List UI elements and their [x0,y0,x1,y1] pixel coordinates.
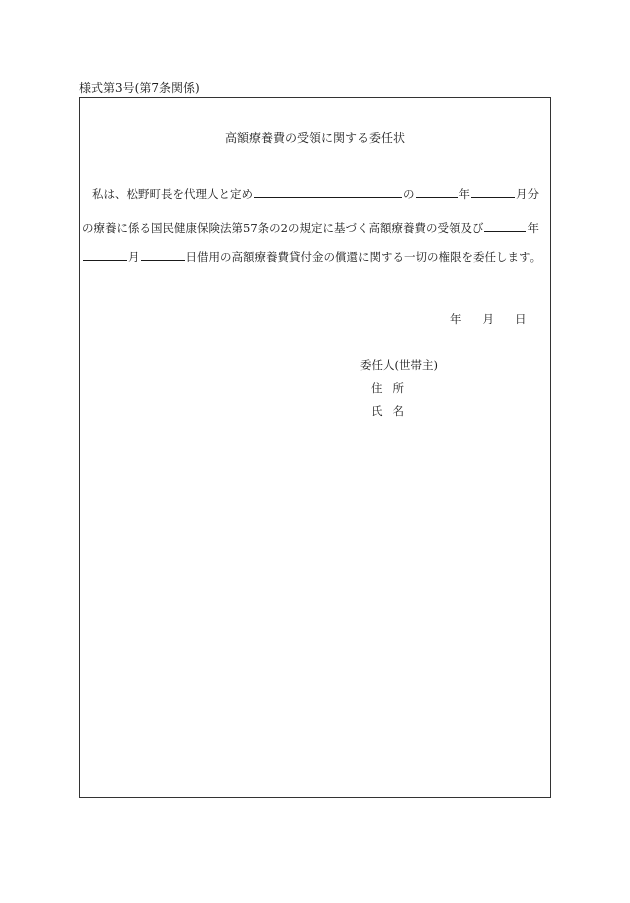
document-title: 高額療養費の受領に関する委任状 [224,131,405,145]
line2-year: 年 [527,221,539,235]
date-row [450,311,527,327]
body-line-2 [82,220,539,236]
agent-blank[interactable] [254,186,402,198]
month-blank[interactable] [471,186,515,198]
loan-year-blank[interactable] [484,220,526,232]
date-month-label: 月 [482,312,494,326]
date-day-label: 日 [515,312,527,326]
loan-day-blank[interactable] [141,249,185,261]
date-year-label: 年 [450,312,462,326]
line1-no: の [403,187,415,201]
line1-start: 私は、松野町長を代理人と定め [92,187,253,201]
body-line-1 [92,186,539,202]
body-line-3 [82,249,541,265]
year-blank[interactable] [416,186,458,198]
name-label: 氏名 [371,404,414,418]
loan-month-blank[interactable] [83,249,127,261]
line1-month-end: 月分 [516,187,539,201]
line3-end: 日借用の高額療養費貸付金の償還に関する一切の権限を委任します。 [185,250,542,264]
document-frame [79,97,551,798]
line1-year: 年 [458,187,470,201]
form-number: 様式第3号(第7条関係) [79,81,200,95]
principal-label: 委任人(世帯主) [360,358,438,372]
address-label: 住所 [371,381,414,395]
line3-month: 月 [128,250,140,264]
line2-text: の療養に係る国民健康保険法第57条の2の規定に基づく高額療養費の受領及び [82,221,484,235]
